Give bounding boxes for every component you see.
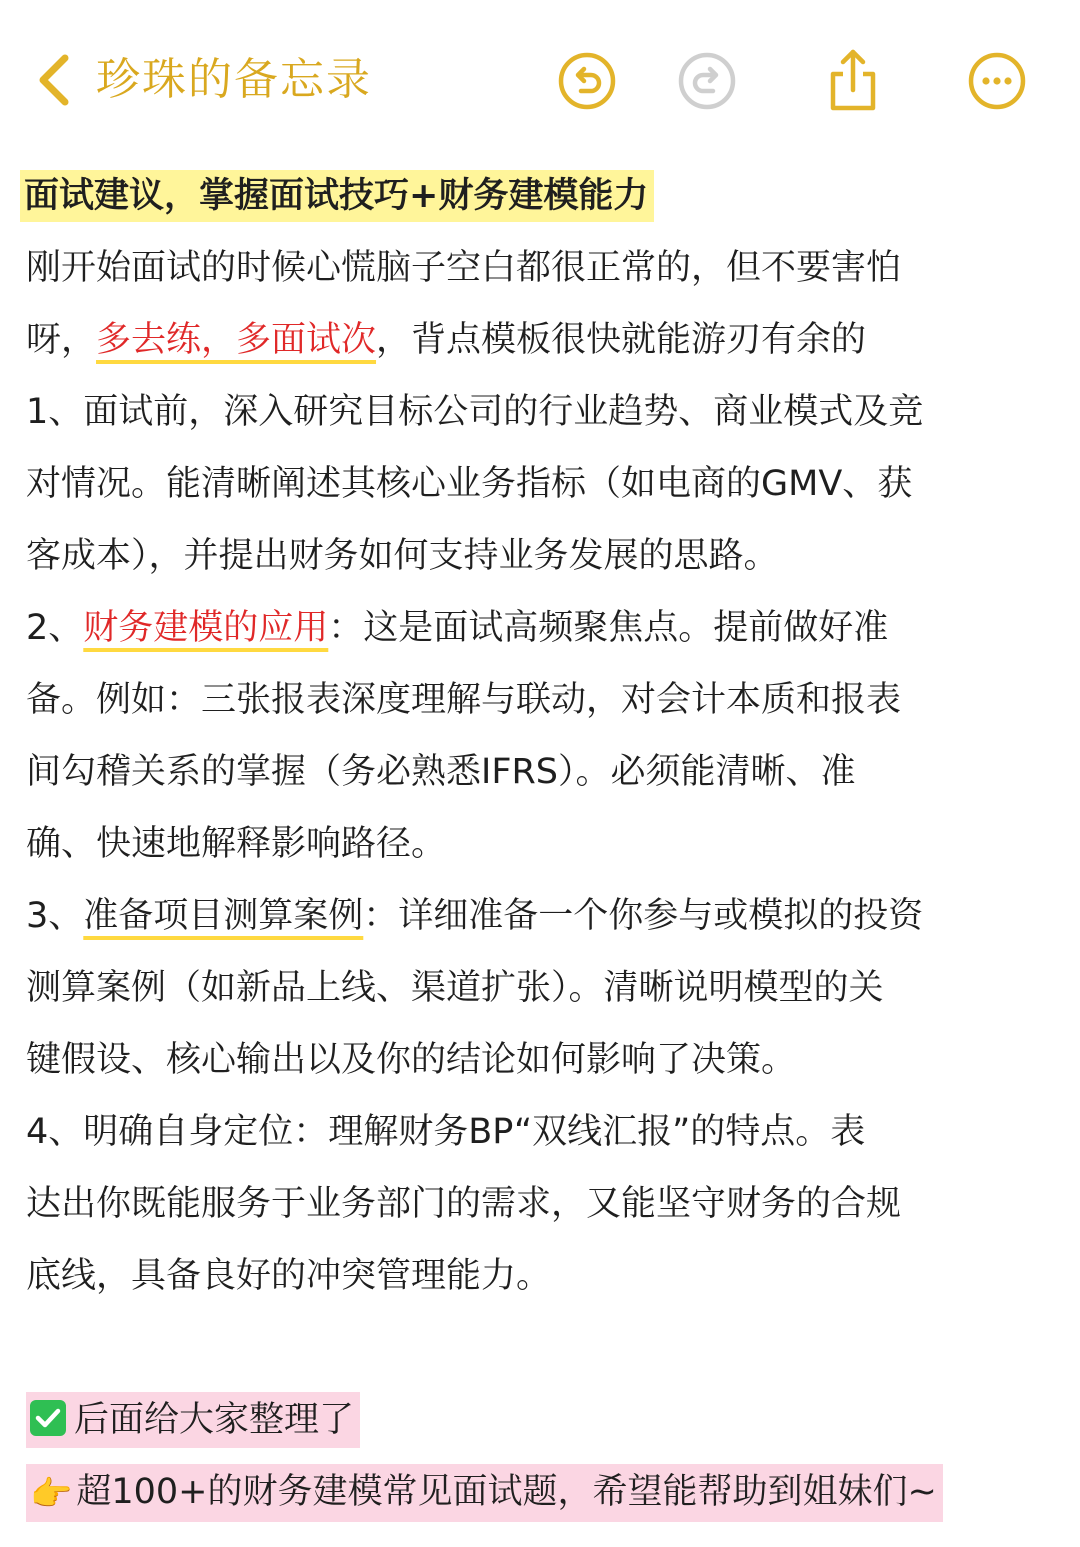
note-line bbox=[26, 1096, 1066, 1168]
body-text: 确、快速地解释影响路径。 bbox=[26, 824, 447, 864]
note-line bbox=[26, 520, 1066, 592]
footer-line-1 bbox=[26, 1384, 1066, 1456]
body-text: 对情况。能清晰阐述其核心业务指标（如电商的GMV、获 bbox=[26, 464, 913, 504]
check-mark-icon bbox=[30, 1400, 66, 1436]
note-line bbox=[26, 448, 1066, 520]
note-line bbox=[26, 376, 1066, 448]
body-text: 键假设、核心输出以及你的结论如何影响了决策。 bbox=[26, 1040, 797, 1080]
redo-button[interactable] bbox=[676, 50, 738, 112]
footer-text-1: 后面给大家整理了 bbox=[74, 1400, 355, 1440]
note-line bbox=[26, 664, 1066, 736]
note-line bbox=[26, 1024, 1066, 1096]
blank-line bbox=[26, 1312, 1066, 1384]
body-text: 达出你既能服务于业务部门的需求，又能坚守财务的合规 bbox=[26, 1184, 902, 1224]
body-text: 2、 bbox=[26, 608, 84, 648]
body-text: 刚开始面试的时候心慌脑子空白都很正常的，但不要害怕 bbox=[26, 248, 902, 288]
footer-highlight-2 bbox=[26, 1464, 943, 1522]
more-button[interactable] bbox=[966, 50, 1028, 112]
pointing-hand-icon: 👉 bbox=[30, 1474, 73, 1514]
body-text: 呀， bbox=[26, 320, 97, 360]
share-icon bbox=[823, 48, 883, 114]
note-line bbox=[26, 1168, 1066, 1240]
top-bar bbox=[0, 0, 1080, 150]
note-paragraphs bbox=[26, 232, 1066, 1312]
share-button[interactable] bbox=[822, 50, 884, 112]
footer-line-2 bbox=[26, 1456, 1066, 1528]
body-text: 4、明确自身定位：理解财务BP“双线汇报”的特点。表 bbox=[26, 1112, 866, 1152]
note-line bbox=[26, 736, 1066, 808]
notes-folder-title: 珍珠的备忘录 bbox=[96, 54, 372, 105]
back-chevron-icon bbox=[35, 52, 71, 108]
note-line bbox=[26, 304, 1066, 376]
footer-highlight-1 bbox=[26, 1392, 360, 1448]
body-text: 1、面试前，深入研究目标公司的行业趋势、商业模式及竞 bbox=[26, 392, 924, 432]
body-text: 备。例如：三张报表深度理解与联动，对会计本质和报表 bbox=[26, 680, 902, 720]
note-line bbox=[26, 232, 1066, 304]
footer-text-2: 超100+的财务建模常见面试题，希望能帮助到姐妹们~ bbox=[76, 1472, 937, 1512]
body-text: 间勾稽关系的掌握（务必熟悉IFRS）。必须能清晰、准 bbox=[26, 752, 856, 792]
note-heading-line bbox=[26, 160, 1066, 232]
back-button[interactable] bbox=[28, 50, 78, 110]
undo-button[interactable] bbox=[556, 50, 618, 112]
emphasis-text: 财务建模的应用 bbox=[83, 608, 329, 648]
note-line bbox=[26, 592, 1066, 664]
body-text: 测算案例（如新品上线、渠道扩张）。清晰说明模型的关 bbox=[26, 968, 884, 1008]
note-line bbox=[26, 1240, 1066, 1312]
body-text: ，背点模板很快就能游刃有余的 bbox=[376, 320, 867, 360]
body-text: ：这是面试高频聚焦点。提前做好准 bbox=[328, 608, 889, 648]
note-heading: 面试建议，掌握面试技巧+财务建模能力 bbox=[20, 170, 654, 222]
note-line bbox=[26, 808, 1066, 880]
note-line bbox=[26, 952, 1066, 1024]
undo-icon bbox=[557, 51, 617, 111]
body-text: ：详细准备一个你参与或模拟的投资 bbox=[363, 896, 924, 936]
body-text: 底线，具备良好的冲突管理能力。 bbox=[26, 1256, 552, 1296]
note-body[interactable] bbox=[26, 160, 1066, 1528]
note-line bbox=[26, 880, 1066, 952]
redo-icon bbox=[677, 51, 737, 111]
emphasis-text: 多去练，多面试次 bbox=[96, 320, 377, 360]
body-text: 3、 bbox=[26, 896, 84, 936]
more-icon bbox=[967, 51, 1027, 111]
emphasis-text: 准备项目测算案例 bbox=[83, 896, 364, 936]
body-text: 客成本），并提出财务如何支持业务发展的思路。 bbox=[26, 536, 779, 576]
